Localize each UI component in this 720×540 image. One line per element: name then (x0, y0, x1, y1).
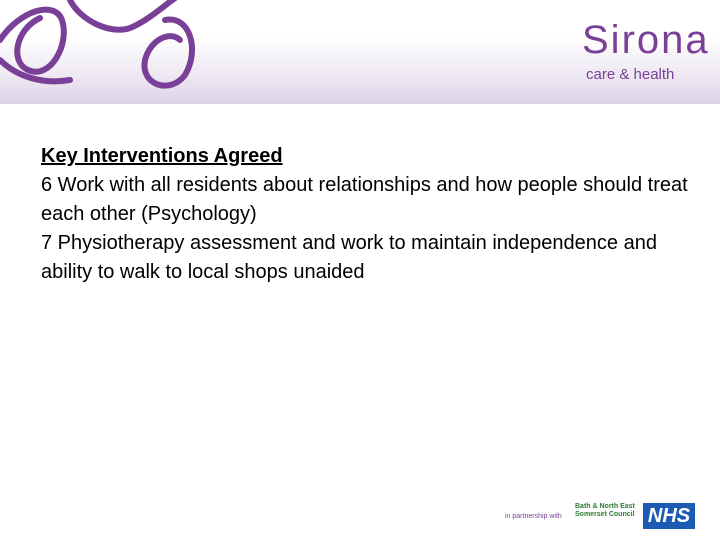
council-logo (575, 503, 635, 519)
intervention-item-7: 7 Physiotherapy assessment and work to maintain independence and ability to walk to local shops unaided (41, 232, 657, 283)
council-line-1: Bath & North East (575, 503, 635, 510)
section-heading: Key Interventions Agreed (41, 145, 283, 167)
footer-partners (505, 503, 695, 529)
sirona-logo (560, 10, 710, 90)
decorative-swirl-icon (0, 0, 240, 104)
partnership-label: in partnership with (505, 513, 562, 520)
logo-sub-text: care & health (586, 66, 675, 83)
intervention-item-6: 6 Work with all residents about relationships and how people should treat each other (Psychology) (41, 174, 688, 225)
council-line-2: Somerset Council (575, 511, 635, 518)
logo-main-text: Sirona (582, 18, 710, 62)
nhs-logo: NHS (643, 503, 695, 529)
slide-body (41, 142, 701, 287)
